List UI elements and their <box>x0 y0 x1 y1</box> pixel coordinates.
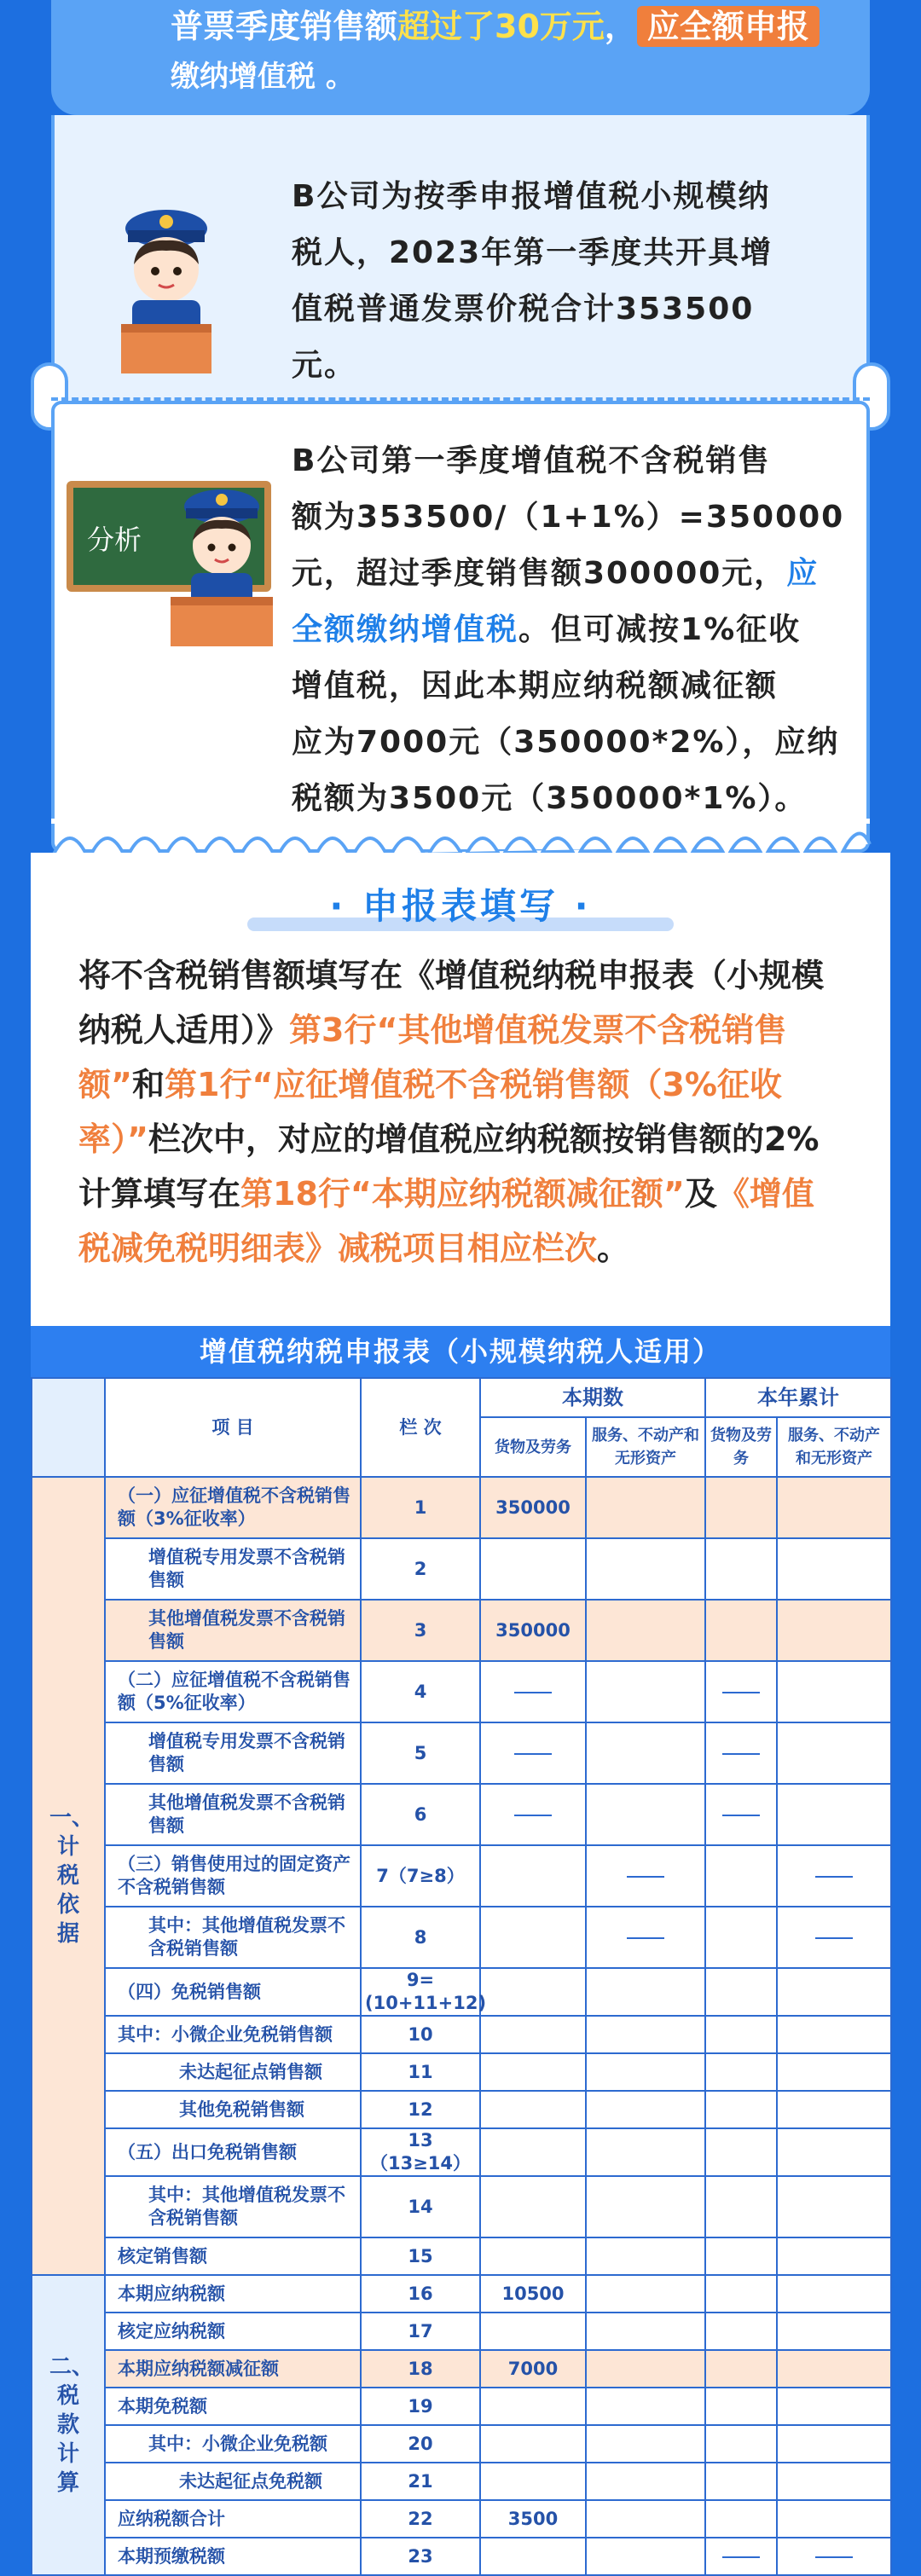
table-row <box>32 2313 891 2350</box>
case-line: B公司为按季申报增值税小规模纳 <box>292 179 771 214</box>
table-row <box>32 1600 891 1661</box>
value-cell <box>777 1600 891 1661</box>
row-number: 4 <box>361 1661 480 1722</box>
table-row <box>32 2275 891 2313</box>
value-cell <box>480 1722 586 1784</box>
row-number: 8 <box>361 1907 480 1968</box>
value-cell <box>777 2091 891 2128</box>
frame-left-edge <box>0 0 31 1330</box>
value-cell <box>705 1722 777 1784</box>
para-text: 。 <box>597 1230 630 1267</box>
dashed-divider-line <box>51 397 870 401</box>
value-cell <box>480 1907 586 1968</box>
header-ytd: 本年累计 <box>705 1378 891 1417</box>
row-number: 18 <box>361 2350 480 2388</box>
table-row <box>32 2053 891 2091</box>
value-cell <box>586 2053 705 2091</box>
para-highlight: 《增值税减免税明细表》减税项目相应栏次 <box>78 1175 814 1267</box>
table-body <box>32 1477 891 2575</box>
table-row <box>32 1968 891 2016</box>
analysis-text-span: 。但可减按1%征收 <box>518 612 802 647</box>
value-cell <box>586 2128 705 2176</box>
value-cell <box>586 2425 705 2463</box>
analysis-line: 额为353500/（1+1%）=350000 <box>292 500 845 535</box>
analysis-line: 税额为3500元（350000*1%）。 <box>292 781 808 816</box>
top-banner <box>51 0 870 115</box>
value-cell <box>480 1538 586 1600</box>
row-number: 12 <box>361 2091 480 2128</box>
value-cell <box>777 2538 891 2575</box>
value-cell <box>777 2275 891 2313</box>
row-label: （一）应征增值税不含税销售额（3%征收率） <box>105 1477 361 1538</box>
row-label: 其中：小微企业免税额 <box>105 2425 361 2463</box>
row-label: 本期预缴税额 <box>105 2538 361 2575</box>
dash-mark <box>627 1937 664 1939</box>
dash-mark <box>815 2556 853 2558</box>
value-cell <box>480 2538 586 2575</box>
table-row <box>32 1477 891 1538</box>
row-label: （四）免税销售额 <box>105 1968 361 2016</box>
value-cell <box>777 2388 891 2425</box>
banner-line-1 <box>171 0 820 47</box>
table-row <box>32 2500 891 2538</box>
value-cell <box>705 1968 777 2016</box>
row-label: 核定销售额 <box>105 2237 361 2275</box>
table-row <box>32 2538 891 2575</box>
row-number: 10 <box>361 2016 480 2053</box>
value-cell <box>777 2053 891 2091</box>
value-cell <box>777 2313 891 2350</box>
value-cell <box>777 2500 891 2538</box>
row-number: 17 <box>361 2313 480 2350</box>
value-cell <box>777 2237 891 2275</box>
para-text: 和 <box>131 1066 165 1103</box>
value-cell <box>586 1600 705 1661</box>
table-row <box>32 1907 891 1968</box>
value-cell <box>777 1661 891 1722</box>
row-number: 11 <box>361 2053 480 2091</box>
value-cell <box>705 2313 777 2350</box>
row-label: 未达起征点免税额 <box>105 2463 361 2500</box>
row-number: 7（7≥8） <box>361 1845 480 1907</box>
value-cell <box>777 2128 891 2176</box>
value-cell: 350000 <box>480 1477 586 1538</box>
value-cell <box>777 2176 891 2237</box>
value-cell <box>586 2275 705 2313</box>
table-row <box>32 2128 891 2176</box>
value-cell <box>586 1845 705 1907</box>
row-label: 其中：其他增值税发票不含税销售额 <box>105 2176 361 2237</box>
value-cell <box>705 2463 777 2500</box>
row-number: 20 <box>361 2425 480 2463</box>
value-cell <box>705 2016 777 2053</box>
para-text: 栏次中，对应的增值税应纳税额按销售额的2%计算填写在 <box>78 1120 820 1213</box>
para-highlight: 第18行“本期应纳税额减征额” <box>240 1175 685 1213</box>
banner-line-2: 缴纳增值税 。 <box>171 60 355 94</box>
value-cell <box>586 2016 705 2053</box>
value-cell: 350000 <box>480 1600 586 1661</box>
value-cell <box>586 2500 705 2538</box>
value-cell <box>480 2463 586 2500</box>
value-cell <box>480 2313 586 2350</box>
value-cell <box>480 2425 586 2463</box>
value-cell <box>586 1907 705 1968</box>
table-row <box>32 2350 891 2388</box>
value-cell <box>480 2176 586 2237</box>
table-row <box>32 1538 891 1600</box>
value-cell <box>705 1661 777 1722</box>
table-title: 增值税纳税申报表（小规模纳税人适用） <box>31 1326 890 1377</box>
banner-highlight-orange: 应全额申报 <box>637 6 820 47</box>
value-cell <box>705 2128 777 2176</box>
row-number: 5 <box>361 1722 480 1784</box>
dash-mark <box>514 1692 552 1693</box>
row-number: 23 <box>361 2538 480 2575</box>
row-label: 其中：其他增值税发票不含税销售额 <box>105 1907 361 1968</box>
table-row <box>32 2016 891 2053</box>
value-cell: 7000 <box>480 2350 586 2388</box>
value-cell <box>705 2350 777 2388</box>
table-row <box>32 2425 891 2463</box>
value-cell <box>705 2275 777 2313</box>
value-cell <box>586 1968 705 2016</box>
value-cell <box>480 1845 586 1907</box>
row-number: 14 <box>361 2176 480 2237</box>
analysis-text-span: 元，超过季度销售额300000元， <box>292 556 787 591</box>
table-row <box>32 1661 891 1722</box>
value-cell <box>705 2500 777 2538</box>
row-label: （二）应征增值税不含税销售额（5%征收率） <box>105 1661 361 1722</box>
value-cell <box>480 2091 586 2128</box>
value-cell <box>777 1722 891 1784</box>
value-cell <box>705 1845 777 1907</box>
tax-officer-teacher-icon <box>162 478 281 648</box>
value-cell <box>480 2016 586 2053</box>
value-cell <box>586 2463 705 2500</box>
case-line: 税人，2023年第一季度共开具增 <box>292 235 773 270</box>
dash-mark <box>722 1692 760 1693</box>
case-line: 值税普通发票价税合计353500 <box>292 292 755 327</box>
section-title: · 申报表填写 · <box>329 885 592 927</box>
value-cell <box>777 2463 891 2500</box>
value-cell <box>777 1907 891 1968</box>
para-text: 将不含税销售额填写在《增值税纳税申报表（小规模纳税人适用）》 <box>78 957 825 1049</box>
value-cell <box>777 2425 891 2463</box>
row-label: 未达起征点销售额 <box>105 2053 361 2091</box>
value-cell <box>586 2313 705 2350</box>
analysis-line: 应为7000元（350000*2%），应纳 <box>292 725 840 760</box>
dash-mark <box>627 1876 664 1878</box>
value-cell <box>586 1784 705 1845</box>
analysis-line: B公司第一季度增值税不含税销售 <box>292 443 771 478</box>
value-cell <box>705 1600 777 1661</box>
value-cell: 10500 <box>480 2275 586 2313</box>
dash-mark <box>722 1815 760 1816</box>
header-service-ytd: 服务、不动产和无形资产 <box>777 1417 891 1477</box>
value-cell <box>777 1845 891 1907</box>
analysis-line: 增值税，因此本期应纳税额减征额 <box>292 669 779 703</box>
group-tax-calc: 二、税款计算 <box>32 2275 105 2575</box>
table-row <box>32 2091 891 2128</box>
value-cell <box>480 2388 586 2425</box>
row-number: 15 <box>361 2237 480 2275</box>
row-label: 增值税专用发票不含税销售额 <box>105 1722 361 1784</box>
row-number: 6 <box>361 1784 480 1845</box>
value-cell <box>705 2053 777 2091</box>
row-number: 16 <box>361 2275 480 2313</box>
row-number: 1 <box>361 1477 480 1538</box>
dash-mark <box>514 1753 552 1755</box>
value-cell <box>777 1784 891 1845</box>
value-cell <box>705 2425 777 2463</box>
value-cell <box>705 1907 777 1968</box>
value-cell <box>586 1661 705 1722</box>
value-cell <box>705 1538 777 1600</box>
table-row <box>32 1784 891 1845</box>
analysis-text <box>292 433 844 827</box>
dashed-divider <box>72 401 849 404</box>
analysis-line <box>292 602 844 658</box>
value-cell <box>586 1722 705 1784</box>
frame-right-edge <box>890 0 921 1330</box>
value-cell <box>480 2053 586 2091</box>
value-cell <box>705 2176 777 2237</box>
row-label: 增值税专用发票不含税销售额 <box>105 1538 361 1600</box>
row-label: 其他免税销售额 <box>105 2091 361 2128</box>
row-number: 2 <box>361 1538 480 1600</box>
row-label: 其他增值税发票不含税销售额 <box>105 1600 361 1661</box>
table-row <box>32 1722 891 1784</box>
value-cell <box>705 1477 777 1538</box>
para-highlight: 第3行“其他增值税发票不含税销售额” <box>78 1011 787 1103</box>
group-tax-basis: 一、计税依据 <box>32 1477 105 2275</box>
case-line: 元。 <box>292 348 357 383</box>
row-label: 本期免税额 <box>105 2388 361 2425</box>
row-label: 核定应纳税额 <box>105 2313 361 2350</box>
case-text <box>292 169 773 394</box>
row-number: 21 <box>361 2463 480 2500</box>
table-row <box>32 2237 891 2275</box>
row-label: 应纳税额合计 <box>105 2500 361 2538</box>
row-number: 3 <box>361 1600 480 1661</box>
analysis-blue-span: 全额缴纳增值税 <box>292 612 519 647</box>
value-cell <box>480 2237 586 2275</box>
dash-mark <box>514 1815 552 1816</box>
tax-officer-icon <box>102 196 230 375</box>
value-cell <box>480 1968 586 2016</box>
row-label: （三）销售使用过的固定资产不含税销售额 <box>105 1845 361 1907</box>
header-column-no: 栏 次 <box>361 1378 480 1477</box>
analysis-line <box>292 546 844 602</box>
value-cell <box>777 1538 891 1600</box>
header-item: 项 目 <box>105 1378 361 1477</box>
table-row <box>32 2463 891 2500</box>
value-cell <box>586 2538 705 2575</box>
value-cell <box>777 1968 891 2016</box>
value-cell <box>586 1477 705 1538</box>
table-row <box>32 1845 891 1907</box>
dash-mark <box>722 1753 760 1755</box>
banner-comma: ， <box>604 8 637 45</box>
value-cell <box>705 2388 777 2425</box>
dash-mark <box>722 2556 760 2558</box>
value-cell <box>586 2350 705 2388</box>
value-cell <box>480 2128 586 2176</box>
value-cell <box>705 2091 777 2128</box>
value-cell <box>705 1784 777 1845</box>
banner-highlight-yellow: 超过了30万元 <box>397 8 605 45</box>
value-cell <box>705 2237 777 2275</box>
value-cell <box>586 1538 705 1600</box>
para-highlight: 第1行“应征增值税不含税销售额（3%征收率）” <box>78 1066 782 1158</box>
chalkboard-label: 分析 <box>87 524 142 556</box>
analysis-blue-span: 应 <box>786 556 820 591</box>
table-row <box>32 2388 891 2425</box>
value-cell <box>586 2388 705 2425</box>
value-cell <box>586 2237 705 2275</box>
value-cell <box>777 2016 891 2053</box>
dash-mark <box>815 1876 853 1878</box>
value-cell <box>586 2091 705 2128</box>
instruction-paragraph <box>78 948 846 1276</box>
declaration-table <box>31 1377 892 2576</box>
row-number: 9=(10+11+12) <box>361 1968 480 2016</box>
header-goods: 货物及劳务 <box>480 1417 586 1477</box>
header-service: 服务、不动产和无形资产 <box>586 1417 705 1477</box>
para-text: 及 <box>684 1175 717 1213</box>
value-cell: 3500 <box>480 2500 586 2538</box>
header-goods-ytd: 货物及劳务 <box>705 1417 777 1477</box>
value-cell <box>480 1784 586 1845</box>
row-label: 本期应纳税额 <box>105 2275 361 2313</box>
row-label: 其中：小微企业免税销售额 <box>105 2016 361 2053</box>
row-label: 其他增值税发票不含税销售额 <box>105 1784 361 1845</box>
row-number: 19 <box>361 2388 480 2425</box>
banner-text: 普票季度销售额 <box>171 8 398 45</box>
table-row <box>32 2176 891 2237</box>
header-current-period: 本期数 <box>480 1378 705 1417</box>
value-cell <box>480 1661 586 1722</box>
value-cell <box>586 2176 705 2237</box>
declaration-table-panel <box>31 1326 890 2567</box>
value-cell <box>705 2538 777 2575</box>
header-blank <box>32 1378 105 1477</box>
row-number: 13（13≥14） <box>361 2128 480 2176</box>
value-cell <box>777 1477 891 1538</box>
value-cell <box>777 2350 891 2388</box>
dash-mark <box>815 1937 853 1939</box>
row-number: 22 <box>361 2500 480 2538</box>
row-label: （五）出口免税销售额 <box>105 2128 361 2176</box>
row-label: 本期应纳税额减征额 <box>105 2350 361 2388</box>
